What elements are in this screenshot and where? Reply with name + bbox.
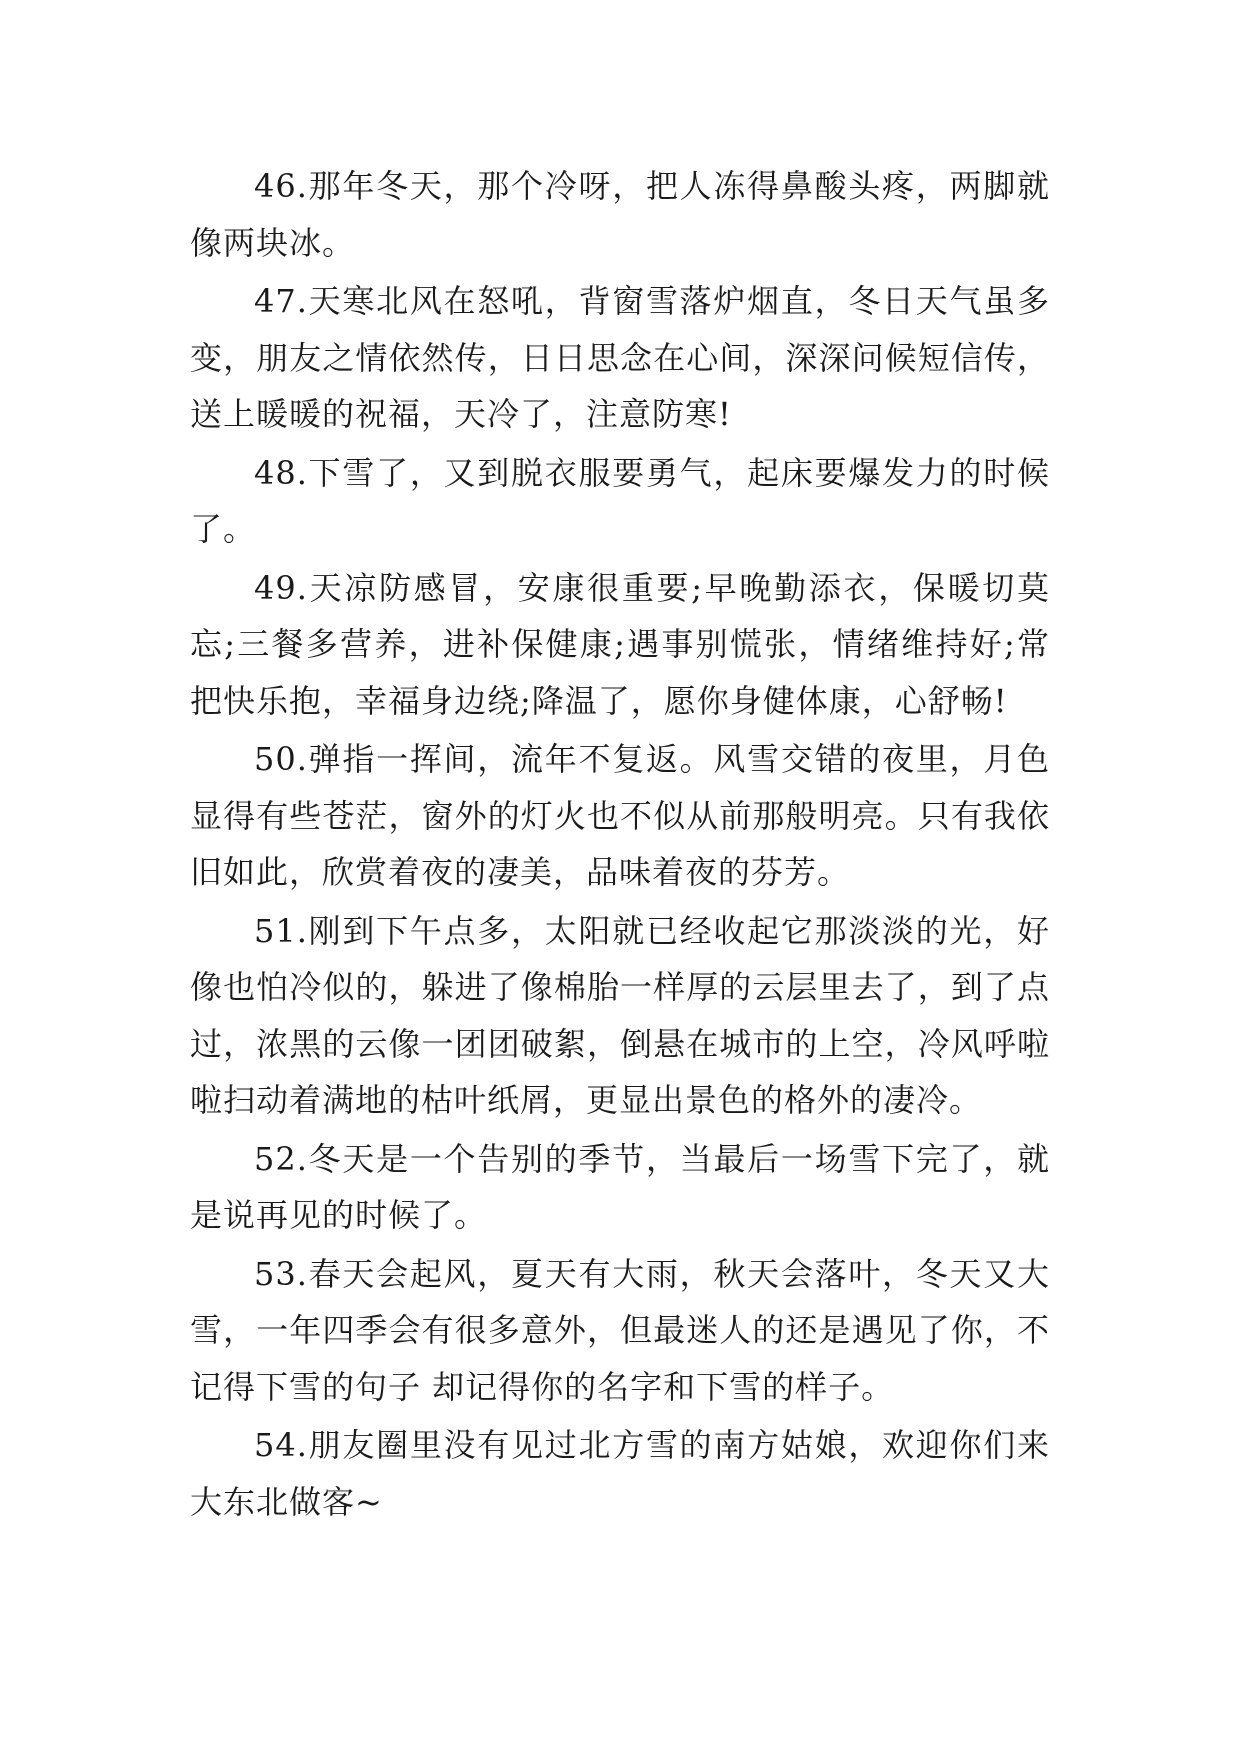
paragraph-46: 46.那年冬天，那个冷呀，把人冻得鼻酸头疼，两脚就像两块冰。 bbox=[190, 167, 1050, 262]
paragraph-47: 47.天寒北风在怒吼，背窗雪落炉烟直，冬日天气虽多变，朋友之情依然传，日日思念在心间，深深问候短信传，送上暖暖的祝福，天冷了，注意防寒! bbox=[190, 282, 1050, 433]
paragraph-50: 50.弹指一挥间，流年不复返。风雪交错的夜里，月色显得有些苍茫，窗外的灯火也不似从前那般明亮。只有我依旧如此，欣赏着夜的凄美，品味着夜的芬芳。 bbox=[190, 740, 1050, 891]
paragraph-54: 54.朋友圈里没有见过北方雪的南方姑娘，欢迎你们来大东北做客~ bbox=[190, 1426, 1050, 1521]
paragraph-51: 51.刚到下午点多，太阳就已经收起它那淡淡的光，好像也怕冷似的，躲进了像棉胎一样厚的云层里去了，到了点过，浓黑的云像一团团破絮，倒悬在城市的上空，冷风呼啦啦扫动着满地的枯叶纸屑，更显出景色的格外的凄冷。 bbox=[190, 911, 1050, 1119]
paragraph-48: 48.下雪了，又到脱衣服要勇气，起床要爆发力的时候了。 bbox=[190, 453, 1050, 548]
paragraph-49: 49.天凉防感冒，安康很重要;早晚勤添衣，保暖切莫忘;三餐多营养，进补保健康;遇事别慌张，情绪维持好;常把快乐抱，幸福身边绕;降温了，愿你身健体康，心舒畅! bbox=[190, 568, 1050, 720]
paragraph-53: 53.春天会起风，夏天有大雨，秋天会落叶，冬天又大雪，一年四季会有很多意外，但最迷人的还是遇见了你，不记得下雪的句子 却记得你的名字和下雪的样子。 bbox=[190, 1254, 1050, 1406]
document-body bbox=[190, 158, 1050, 1532]
paragraph-52: 52.冬天是一个告别的季节，当最后一场雪下完了，就是说再见的时候了。 bbox=[190, 1139, 1050, 1234]
